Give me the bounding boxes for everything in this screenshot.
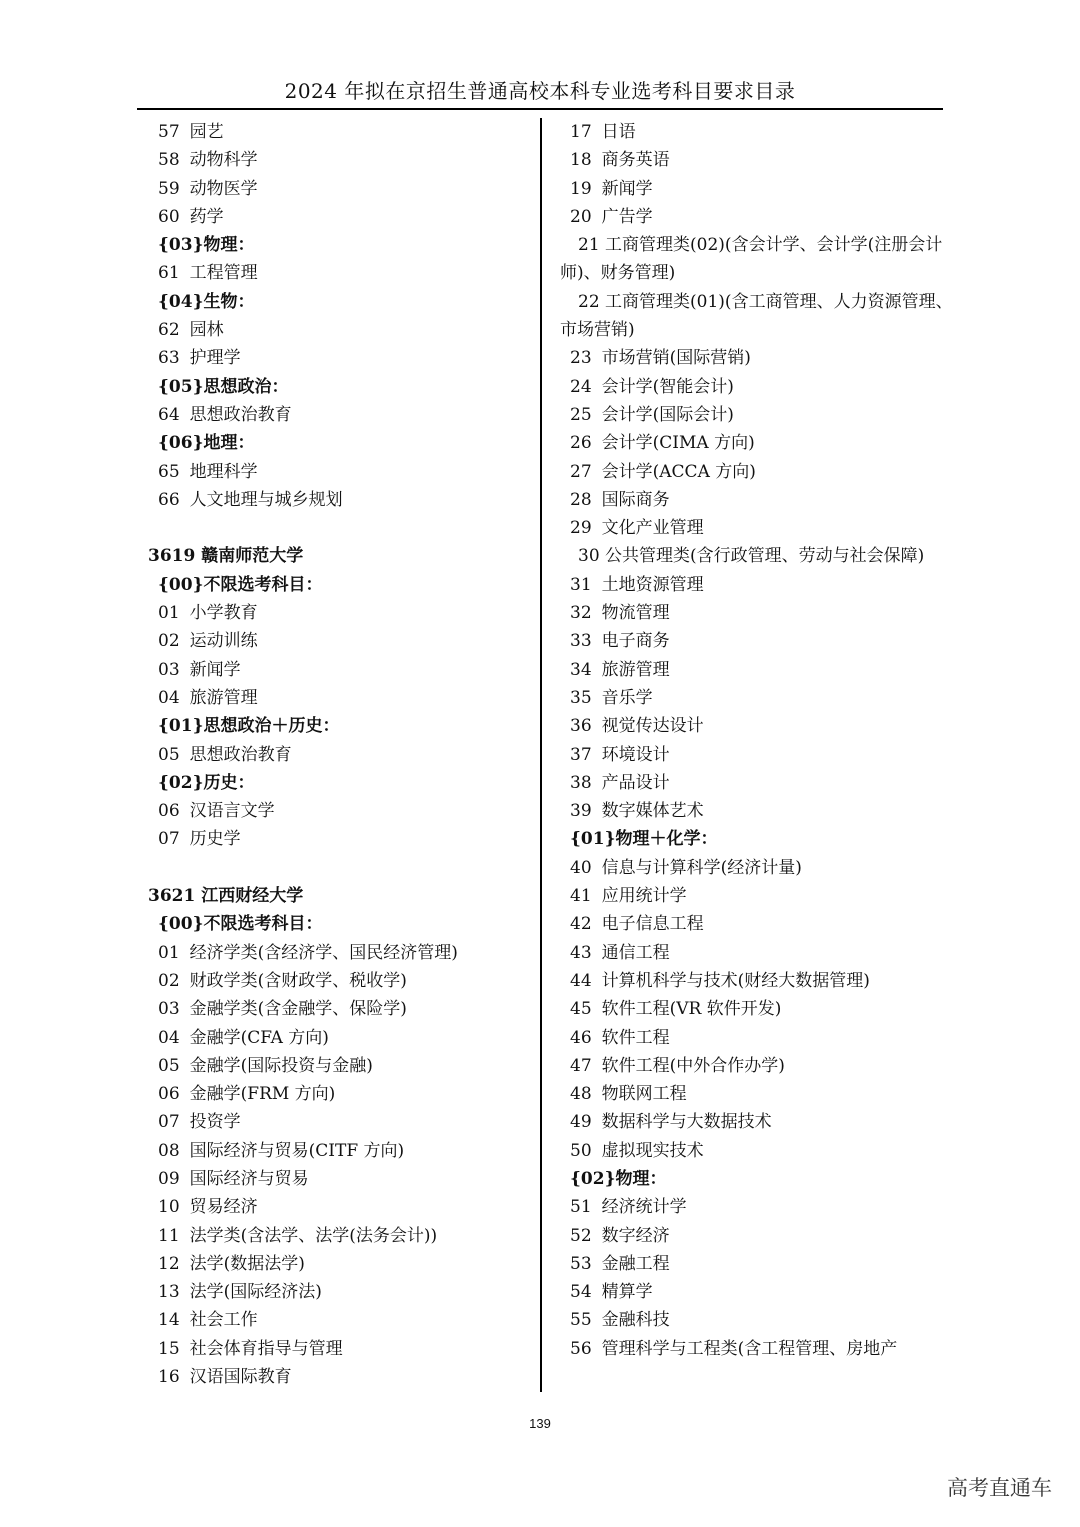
major-name: 法学类(含法学、法学(法务会计))	[189, 1225, 438, 1246]
major-item	[560, 1137, 960, 1165]
major-number: 43	[570, 942, 592, 963]
major-name: 产品设计	[601, 772, 670, 793]
major-number: 33	[570, 631, 592, 652]
major-item	[148, 1052, 528, 1080]
subject-requirement-heading: {00}不限选考科目：	[158, 574, 323, 595]
subject-requirement-heading: {02}物理：	[570, 1168, 667, 1189]
major-number: 02	[158, 970, 180, 991]
major-name: 虚拟现实技术	[601, 1140, 704, 1161]
subject-requirement-heading: {04}生物：	[158, 291, 255, 312]
major-number: 07	[158, 1112, 180, 1133]
major-number: 61	[158, 263, 180, 284]
major-number: 08	[158, 1140, 180, 1161]
major-number: 50	[570, 1140, 592, 1161]
major-name: 园艺	[189, 122, 224, 142]
major-item	[560, 486, 960, 514]
major-item	[148, 741, 528, 769]
major-name: 动物医学	[189, 178, 258, 199]
major-number: 47	[570, 1055, 592, 1076]
major-item	[560, 684, 960, 712]
major-name: 金融科技	[601, 1310, 670, 1331]
major-item	[148, 175, 528, 203]
major-name: 新闻学	[601, 178, 653, 199]
major-item	[148, 1250, 528, 1278]
major-number: 06	[158, 801, 180, 822]
major-name: 软件工程	[601, 1027, 670, 1048]
major-name: 金融学类(含金融学、保险学)	[189, 999, 407, 1020]
major-name: 小学教育	[189, 603, 258, 624]
major-number: 19	[570, 178, 592, 199]
major-item	[560, 854, 960, 882]
major-item	[560, 1250, 960, 1278]
major-item: 22 工商管理类(01)(含工商管理、人力资源管理、市场营销)	[560, 291, 953, 341]
major-number: 40	[570, 857, 592, 878]
major-name: 会计学(智能会计)	[601, 376, 734, 397]
major-name: 法学(数据法学)	[189, 1253, 305, 1274]
major-item	[148, 401, 528, 429]
major-item	[148, 656, 528, 684]
major-name: 历史学	[189, 829, 241, 850]
major-name: 动物科学	[189, 150, 258, 171]
major-number: 02	[158, 631, 180, 652]
major-item	[560, 995, 960, 1023]
major-item	[148, 1306, 528, 1334]
major-number: 16	[158, 1367, 180, 1388]
major-number: 45	[570, 999, 592, 1020]
major-number: 59	[158, 178, 180, 199]
major-item	[148, 1278, 528, 1306]
major-item	[148, 1363, 528, 1391]
major-number: 31	[570, 574, 592, 595]
major-number: 25	[570, 404, 592, 425]
major-item	[148, 458, 528, 486]
major-item	[560, 939, 960, 967]
major-name: 物联网工程	[601, 1084, 687, 1105]
major-number: 54	[570, 1282, 592, 1303]
subject-requirement-heading: {06}地理：	[158, 433, 255, 454]
major-item	[560, 967, 960, 995]
major-number: 56	[570, 1338, 592, 1359]
major-number: 42	[570, 914, 592, 935]
major-name: 会计学(CIMA 方向)	[601, 433, 755, 454]
major-name: 思想政治教育	[189, 404, 292, 425]
major-item	[560, 1278, 960, 1306]
major-item	[148, 344, 528, 372]
major-name: 运动训练	[189, 631, 258, 652]
major-number: 66	[158, 489, 180, 510]
major-item	[560, 712, 960, 740]
major-item	[560, 118, 960, 146]
subject-requirement-heading: {01}物理＋化学：	[570, 829, 718, 850]
major-name: 电子信息工程	[601, 914, 704, 935]
major-name: 金融工程	[601, 1253, 670, 1274]
major-number: 39	[570, 801, 592, 822]
major-name: 精算学	[601, 1282, 653, 1303]
major-number: 15	[158, 1338, 180, 1359]
major-name: 会计学(ACCA 方向)	[601, 461, 756, 482]
major-number: 18	[570, 150, 592, 171]
major-item	[560, 203, 960, 231]
major-name: 金融学(国际投资与金融)	[189, 1055, 373, 1076]
major-item	[148, 118, 528, 146]
major-name: 环境设计	[601, 744, 670, 765]
major-name: 市场营销(国际营销)	[601, 348, 751, 369]
major-item	[148, 627, 528, 655]
spacer	[148, 854, 528, 882]
major-number: 24	[570, 376, 592, 397]
page-header	[137, 74, 943, 110]
major-number: 11	[158, 1225, 180, 1246]
major-number: 60	[158, 206, 180, 227]
major-name: 经济统计学	[601, 1197, 687, 1218]
major-name: 投资学	[189, 1112, 241, 1133]
major-name: 信息与计算科学(经济计量)	[601, 857, 802, 878]
major-name: 视觉传达设计	[601, 716, 704, 737]
major-number: 20	[570, 206, 592, 227]
major-item	[560, 741, 960, 769]
major-number: 14	[158, 1310, 180, 1331]
major-name: 计算机科学与技术(财经大数据管理)	[601, 970, 870, 991]
university-heading: 3621 江西财经大学	[148, 886, 304, 907]
major-item	[560, 1222, 960, 1250]
major-name: 软件工程(VR 软件开发)	[601, 999, 782, 1020]
major-item	[560, 1108, 960, 1136]
major-name: 人文地理与城乡规划	[189, 489, 343, 510]
major-number: 28	[570, 489, 592, 510]
major-name: 文化产业管理	[601, 518, 704, 539]
major-name: 日语	[601, 122, 636, 142]
major-number: 62	[158, 320, 180, 341]
major-number: 26	[570, 433, 592, 454]
major-item	[560, 175, 960, 203]
major-number: 10	[158, 1197, 180, 1218]
major-number: 05	[158, 744, 180, 765]
major-number: 64	[158, 404, 180, 425]
major-name: 软件工程(中外合作办学)	[601, 1055, 785, 1076]
major-item	[148, 486, 528, 514]
major-name: 贸易经济	[189, 1197, 258, 1218]
major-name: 法学(国际经济法)	[189, 1282, 322, 1303]
major-item	[560, 797, 960, 825]
major-item	[148, 1137, 528, 1165]
major-number: 03	[158, 999, 180, 1020]
major-number: 23	[570, 348, 592, 369]
major-name: 汉语言文学	[189, 801, 275, 822]
major-number: 04	[158, 687, 180, 708]
major-item	[560, 882, 960, 910]
major-item	[148, 259, 528, 287]
major-number: 12	[158, 1253, 180, 1274]
major-item	[148, 1335, 528, 1363]
major-item	[148, 1080, 528, 1108]
major-item	[148, 684, 528, 712]
major-number: 34	[570, 659, 592, 680]
major-item	[148, 797, 528, 825]
left-column	[148, 118, 528, 1391]
major-name: 应用统计学	[601, 886, 687, 907]
major-item	[148, 825, 528, 853]
subject-requirement-heading: {01}思想政治＋历史：	[158, 716, 340, 737]
major-name: 土地资源管理	[601, 574, 704, 595]
major-name: 数据科学与大数据技术	[601, 1112, 772, 1133]
major-item	[560, 1024, 960, 1052]
major-name: 经济学类(含经济学、国民经济管理)	[189, 942, 458, 963]
major-name: 药学	[189, 206, 224, 227]
major-item	[560, 910, 960, 938]
right-column	[560, 118, 960, 1363]
major-number: 13	[158, 1282, 180, 1303]
major-name: 金融学(CFA 方向)	[189, 1027, 329, 1048]
subject-requirement-heading: {05}思想政治：	[158, 376, 289, 397]
major-item: 21 工商管理类(02)(含会计学、会计学(注册会计师)、财务管理)	[560, 235, 943, 284]
major-number: 58	[158, 150, 180, 171]
column-divider	[540, 118, 542, 1392]
major-item	[560, 1193, 960, 1221]
major-number: 44	[570, 970, 592, 991]
major-name: 国际经济与贸易(CITF 方向)	[189, 1140, 405, 1161]
major-number: 05	[158, 1055, 180, 1076]
major-item	[560, 769, 960, 797]
major-number: 38	[570, 772, 592, 793]
major-item	[560, 146, 960, 174]
major-number: 03	[158, 659, 180, 680]
major-name: 旅游管理	[601, 659, 670, 680]
major-item	[560, 599, 960, 627]
major-number: 01	[158, 603, 180, 624]
major-number: 09	[158, 1168, 180, 1189]
major-name: 电子商务	[601, 631, 670, 652]
major-name: 地理科学	[189, 461, 258, 482]
major-item	[560, 1306, 960, 1334]
major-item	[148, 1193, 528, 1221]
major-name: 会计学(国际会计)	[601, 404, 734, 425]
major-item	[560, 429, 960, 457]
major-item	[148, 1024, 528, 1052]
major-name: 工程管理	[189, 263, 258, 284]
page-title: 2024 年拟在京招生普通高校本科专业选考科目要求目录	[284, 79, 796, 103]
major-number: 01	[158, 942, 180, 963]
major-name: 思想政治教育	[189, 744, 292, 765]
major-number: 63	[158, 348, 180, 369]
subject-requirement-heading: {02}历史：	[158, 772, 255, 793]
major-number: 07	[158, 829, 180, 850]
major-name: 护理学	[189, 348, 241, 369]
major-item	[148, 599, 528, 627]
major-name: 金融学(FRM 方向)	[189, 1084, 336, 1105]
major-item: 30 公共管理类(含行政管理、劳动与社会保障)	[578, 546, 925, 567]
major-item	[560, 627, 960, 655]
major-name: 国际商务	[601, 489, 670, 510]
major-item	[148, 146, 528, 174]
major-name: 财政学类(含财政学、税收学)	[189, 970, 407, 991]
major-item	[148, 967, 528, 995]
major-item	[560, 514, 960, 542]
major-item	[560, 571, 960, 599]
major-item	[560, 344, 960, 372]
major-name: 管理科学与工程类(含工程管理、房地产	[601, 1338, 898, 1359]
major-number: 04	[158, 1027, 180, 1048]
major-item	[560, 458, 960, 486]
major-item	[560, 1080, 960, 1108]
major-number: 35	[570, 687, 592, 708]
major-number: 36	[570, 716, 592, 737]
major-number: 49	[570, 1112, 592, 1133]
major-name: 新闻学	[189, 659, 241, 680]
major-item	[560, 401, 960, 429]
major-item	[148, 1165, 528, 1193]
university-heading: 3619 赣南师范大学	[148, 546, 304, 567]
major-number: 52	[570, 1225, 592, 1246]
major-number: 29	[570, 518, 592, 539]
major-number: 06	[158, 1084, 180, 1105]
major-item	[560, 373, 960, 401]
major-item	[560, 656, 960, 684]
major-item	[148, 1222, 528, 1250]
major-number: 41	[570, 886, 592, 907]
major-name: 物流管理	[601, 603, 670, 624]
major-number: 48	[570, 1084, 592, 1105]
major-item	[148, 939, 528, 967]
page-number: 139	[529, 1416, 551, 1431]
major-item	[560, 1335, 960, 1363]
major-number: 55	[570, 1310, 592, 1331]
major-name: 广告学	[601, 206, 653, 227]
major-name: 汉语国际教育	[189, 1367, 292, 1388]
major-number: 17	[570, 122, 592, 142]
major-name: 园林	[189, 320, 224, 341]
major-number: 57	[158, 122, 180, 142]
major-name: 社会工作	[189, 1310, 258, 1331]
major-item	[560, 1052, 960, 1080]
major-number: 46	[570, 1027, 592, 1048]
spacer	[148, 514, 528, 542]
major-number: 32	[570, 603, 592, 624]
major-item	[148, 1108, 528, 1136]
watermark: 高考直通车	[947, 1476, 1052, 1500]
major-item	[148, 316, 528, 344]
major-name: 通信工程	[601, 942, 670, 963]
major-name: 社会体育指导与管理	[189, 1338, 343, 1359]
major-name: 国际经济与贸易	[189, 1168, 309, 1189]
major-number: 37	[570, 744, 592, 765]
subject-requirement-heading: {00}不限选考科目：	[158, 914, 323, 935]
major-number: 53	[570, 1253, 592, 1274]
major-item	[148, 203, 528, 231]
major-number: 27	[570, 461, 592, 482]
major-number: 51	[570, 1197, 592, 1218]
major-item	[148, 995, 528, 1023]
major-name: 音乐学	[601, 687, 653, 708]
subject-requirement-heading: {03}物理：	[158, 235, 255, 256]
major-name: 商务英语	[601, 150, 670, 171]
major-name: 数字经济	[601, 1225, 670, 1246]
major-name: 旅游管理	[189, 687, 258, 708]
major-name: 数字媒体艺术	[601, 801, 704, 822]
major-number: 65	[158, 461, 180, 482]
